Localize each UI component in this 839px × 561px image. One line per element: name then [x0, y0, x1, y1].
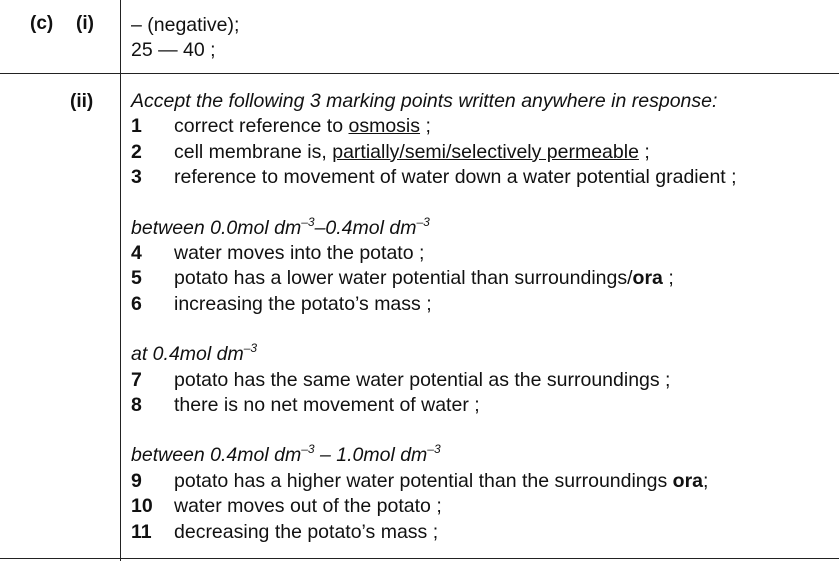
marking-point-suffix: ; [420, 115, 431, 138]
marking-point-number: 1 [131, 115, 142, 138]
ora-marker: ora [632, 267, 663, 290]
marking-point-number: 3 [131, 166, 142, 189]
marking-point [131, 140, 737, 165]
marking-point-text: reference to movement of water down a water potential gradient ; [174, 166, 737, 189]
marking-point-suffix: ; [703, 469, 709, 492]
marking-point-number: 4 [131, 242, 142, 265]
ora-marker: ora [672, 469, 704, 492]
marking-point-text: water moves out of the potato ; [174, 495, 442, 518]
answer-part-ii [131, 89, 737, 545]
marking-point-text: potato has the same water potential as the surroundings ; [174, 368, 671, 391]
key-term: osmosis [348, 115, 421, 138]
marking-point-number: 7 [131, 368, 142, 391]
section-heading: between 0.4mol $dm^{-3} - 1.0mol$ $dm^{-3}$ [131, 442, 441, 467]
marking-point-text: correct reference to [174, 115, 349, 138]
marking-point-number: 2 [131, 140, 142, 163]
marking-point-number: 8 [131, 394, 142, 417]
question-label-c: (c) [30, 13, 54, 34]
marking-point-suffix: ; [638, 140, 650, 163]
marking-point [131, 469, 737, 494]
answer-part-i [131, 13, 239, 64]
marking-point-number: 6 [131, 292, 142, 315]
marking-point-text: there is no net movement of water ; [174, 394, 480, 417]
answer-line: 25 — 40 ; [131, 39, 216, 62]
section-heading: between 0.0mol $dm^{-3}-0.4mol$ $dm^{-3}$ [131, 214, 430, 239]
marking-point-text: cell membrane is, [174, 140, 333, 163]
marking-point [131, 520, 737, 545]
marking-point [131, 114, 737, 139]
table-bottom-border [0, 558, 839, 559]
marking-point [131, 393, 737, 418]
marking-point-text: water moves into the potato ; [174, 242, 425, 265]
question-label-i: (i) [76, 13, 94, 34]
spacer [131, 418, 737, 443]
marking-point [131, 266, 737, 291]
marking-point-suffix: ; [662, 267, 674, 290]
marking-point-number: 5 [131, 267, 142, 290]
marking-point-text: potato has a higher water potential than the surroundings [174, 469, 673, 492]
marking-point [131, 165, 737, 190]
marking-point-text: decreasing the potato’s mass ; [174, 520, 439, 543]
marking-point-number: 11 [131, 520, 152, 543]
marking-point-number: 9 [131, 469, 142, 492]
marking-point-text: increasing the potato’s mass ; [174, 292, 432, 315]
answer-line: – (negative); [131, 14, 240, 36]
marking-point [131, 494, 737, 519]
marking-point-text: potato has a lower water potential than surroundings/ [174, 267, 633, 290]
row-divider [0, 73, 839, 74]
marking-point [131, 368, 737, 393]
spacer [131, 191, 737, 216]
intro-instruction: Accept the following 3 marking points written anywhere in response: [131, 90, 718, 112]
key-term: partially/semi/selectively permeable [332, 140, 639, 163]
marking-point [131, 292, 737, 317]
marking-point-number: 10 [131, 495, 153, 518]
spacer [131, 317, 737, 342]
section-heading: at 0.4mol $dm^{-3}$ [131, 341, 258, 366]
marking-point [131, 241, 737, 266]
column-divider [120, 0, 121, 561]
question-label-ii: (ii) [70, 91, 94, 112]
